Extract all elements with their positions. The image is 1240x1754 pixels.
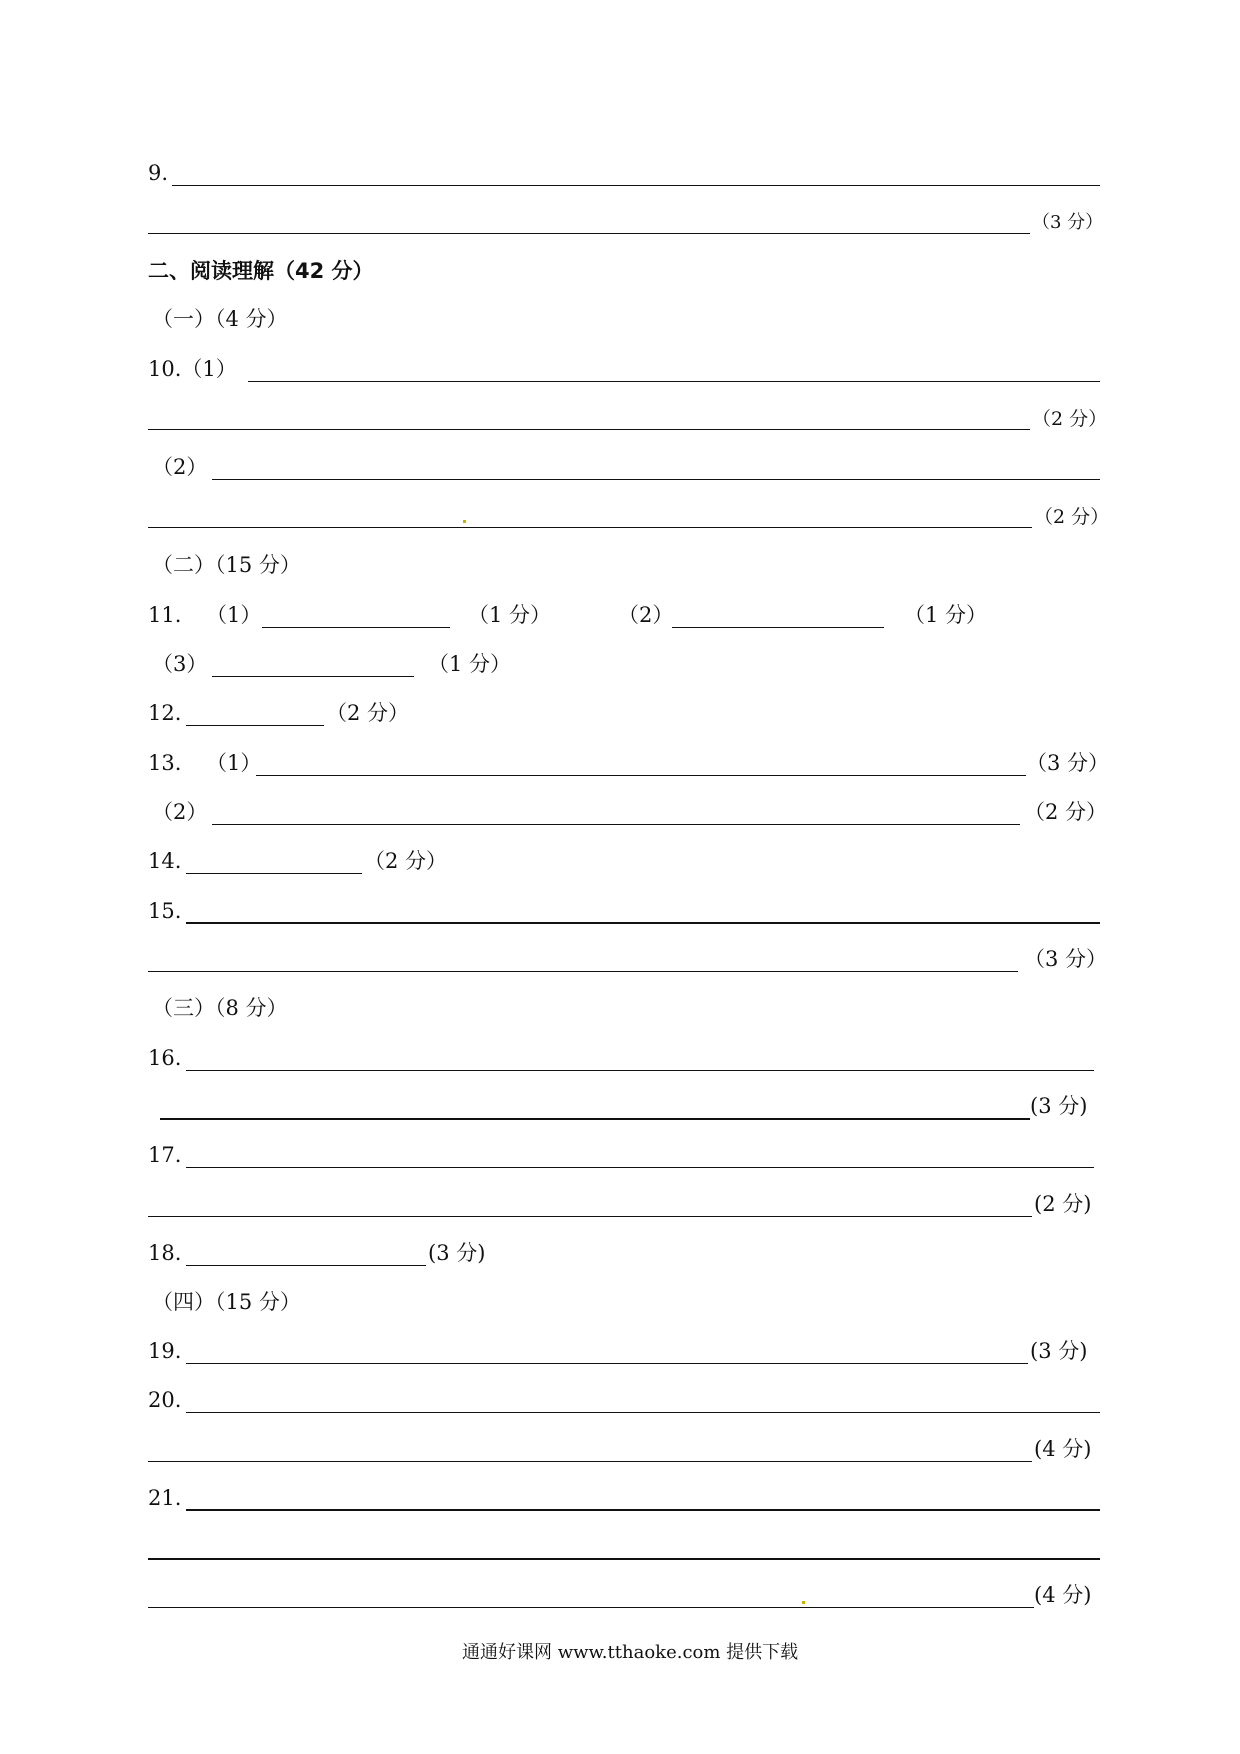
- q10-1-answer-line-1[interactable]: [248, 381, 1100, 382]
- q13-1-answer-line[interactable]: [256, 775, 1026, 776]
- q11-3-label: （3）: [152, 652, 208, 676]
- q15-answer-line-2[interactable]: [148, 971, 1018, 972]
- q12-score: （2 分）: [326, 701, 410, 725]
- q13-2-label: （2）: [152, 800, 208, 824]
- q10-1-score: （2 分）: [1032, 408, 1108, 430]
- q17-answer-line-2[interactable]: [148, 1216, 1032, 1217]
- q13-2-answer-line[interactable]: [212, 824, 1020, 825]
- q16-answer-line-1[interactable]: [186, 1070, 1094, 1071]
- q21-answer-line-3[interactable]: [148, 1607, 1034, 1608]
- q17-answer-line-1[interactable]: [186, 1167, 1094, 1168]
- q19-number: 19.: [148, 1339, 182, 1363]
- q10-1-answer-line-2[interactable]: [148, 429, 1030, 430]
- stray-mark: [802, 1601, 805, 1604]
- q14-answer-line[interactable]: [186, 873, 362, 874]
- q11-3-score: （1 分）: [428, 652, 512, 676]
- section-2-title: 二、阅读理解（42 分）: [148, 259, 374, 283]
- q21-score: (4 分): [1034, 1583, 1092, 1607]
- q13-1-score: （3 分）: [1026, 751, 1110, 775]
- q20-number: 20.: [148, 1388, 182, 1412]
- q10-2-score: （2 分）: [1034, 506, 1110, 528]
- q18-answer-line[interactable]: [186, 1265, 426, 1266]
- q18-score: (3 分): [428, 1241, 486, 1265]
- q16-number: 16.: [148, 1046, 182, 1070]
- q13-1-label: （1）: [206, 751, 262, 775]
- q13-number: 13.: [148, 751, 182, 775]
- q18-number: 18.: [148, 1241, 182, 1265]
- page-footer: 通通好课网 www.tthaoke.com 提供下载: [462, 1642, 799, 1663]
- q20-answer-line-1[interactable]: [186, 1412, 1100, 1413]
- q21-answer-line-1[interactable]: [186, 1509, 1100, 1511]
- q19-score: (3 分): [1030, 1339, 1088, 1363]
- q14-number: 14.: [148, 849, 182, 873]
- q19-answer-line[interactable]: [186, 1363, 1028, 1364]
- q20-score: (4 分): [1034, 1437, 1092, 1461]
- q12-answer-line[interactable]: [186, 725, 324, 726]
- q14-score: （2 分）: [364, 849, 448, 873]
- q17-score: (2 分): [1034, 1192, 1092, 1216]
- q11-1-label: （1）: [206, 603, 262, 627]
- stray-mark: [463, 520, 466, 523]
- q11-2-score: （1 分）: [904, 603, 988, 627]
- q21-number: 21.: [148, 1486, 182, 1510]
- part-1-title: （一）（4 分）: [152, 307, 288, 331]
- q11-number: 11.: [148, 603, 182, 627]
- q13-2-score: （2 分）: [1024, 800, 1108, 824]
- q9-number: 9.: [148, 161, 169, 185]
- q10-2-answer-line-1[interactable]: [212, 479, 1100, 480]
- q12-number: 12.: [148, 701, 182, 725]
- q17-number: 17.: [148, 1143, 182, 1167]
- q9-answer-line-2[interactable]: [148, 233, 1030, 234]
- part-3-title: （三）（8 分）: [152, 996, 288, 1020]
- part-4-title: （四）（15 分）: [152, 1290, 301, 1314]
- q10-2-label: （2）: [152, 455, 208, 479]
- q16-answer-line-2[interactable]: [160, 1118, 1030, 1120]
- q9-score: （3 分）: [1032, 212, 1104, 233]
- q11-2-answer-line[interactable]: [672, 627, 884, 628]
- q21-answer-line-2[interactable]: [148, 1558, 1100, 1560]
- q15-number: 15.: [148, 899, 182, 923]
- q15-score: （3 分）: [1024, 947, 1108, 971]
- q10-2-answer-line-2[interactable]: [148, 527, 1032, 528]
- q11-1-answer-line[interactable]: [262, 627, 450, 628]
- part-2-title: （二）（15 分）: [152, 553, 301, 577]
- q15-answer-line-1[interactable]: [186, 922, 1100, 924]
- q11-3-answer-line[interactable]: [212, 676, 414, 677]
- q9-answer-line-1[interactable]: [172, 185, 1100, 186]
- q11-2-label: （2）: [618, 603, 674, 627]
- q10-number: 10.（1）: [148, 357, 237, 381]
- q16-score: (3 分): [1030, 1094, 1088, 1118]
- q11-1-score: （1 分）: [468, 603, 552, 627]
- q20-answer-line-2[interactable]: [148, 1461, 1032, 1462]
